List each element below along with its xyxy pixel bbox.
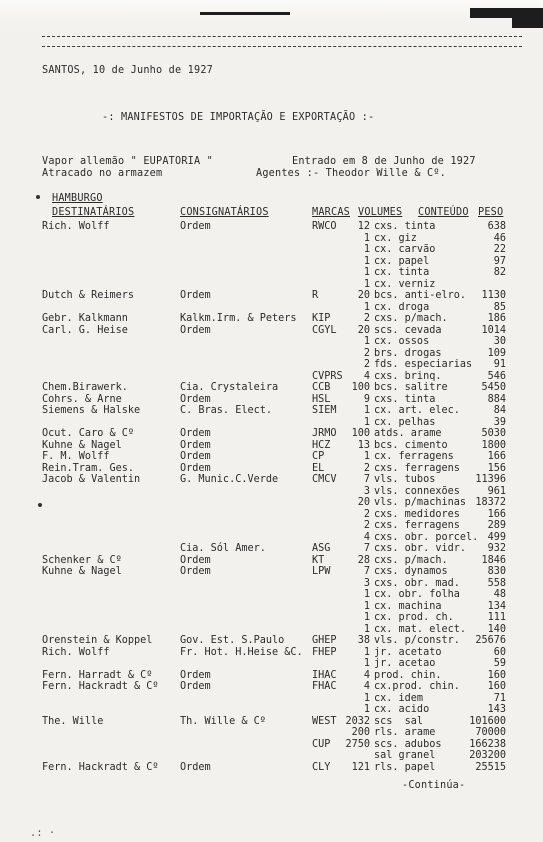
- row-vol-cell: 9: [363, 393, 370, 405]
- row-marks-cell: CCB: [312, 382, 331, 393]
- row-vol-cell: 7: [363, 474, 370, 485]
- row-vol-cell: 1: [363, 416, 370, 428]
- row-marks-cell: WEST: [312, 715, 337, 727]
- row-consigner-cell: Ordem: [180, 290, 211, 301]
- header-volumes: VOLUMES: [358, 207, 403, 218]
- row-vol-cell: 1: [363, 704, 370, 715]
- row-content-cell: cxs. obr. vidr.: [374, 543, 467, 554]
- punch-hole-mark: [36, 195, 40, 199]
- row-consignee-cell: Schenker & Cº: [42, 554, 122, 566]
- port-heading: HAMBURGO: [52, 193, 103, 204]
- row-consigner-cell: Ordem: [180, 324, 211, 336]
- row-weight-cell: 166238: [469, 738, 506, 750]
- row-content-cell: cx. tinta: [374, 267, 430, 278]
- row-vol-cell: 2: [363, 347, 370, 359]
- row-consignee-cell: Cohrs. & Arne: [42, 393, 122, 405]
- row-weight-cell: 638: [487, 221, 506, 232]
- row-marks-cell: KT: [312, 554, 325, 566]
- row-consigner-cell: Kalkm.Irm. & Peters: [180, 313, 297, 324]
- row-vol-cell: 2: [363, 359, 370, 370]
- row-weight-cell: 25676: [475, 635, 506, 646]
- ink-blot: [512, 14, 543, 28]
- row-consigner-cell: Ordem: [180, 566, 211, 577]
- row-vol-cell: 4: [363, 370, 370, 382]
- row-consignee-cell: Rich. Wolff: [42, 646, 110, 658]
- row-consignee-cell: Ocut. Caro & Cº: [42, 428, 135, 439]
- vessel-line: Vapor allemão " EUPATORIA ": [42, 156, 214, 167]
- row-weight-cell: 156: [487, 462, 506, 474]
- row-content-cell: jr. acetao: [374, 658, 436, 669]
- row-consignee-cell: F. M. Wolff: [42, 451, 110, 462]
- row-weight-cell: 84: [493, 405, 506, 416]
- row-marks-cell: GHEP: [312, 635, 337, 646]
- row-weight-cell: 111: [487, 612, 506, 623]
- row-consignee-cell: Fern. Hackradt & Cº: [42, 681, 159, 692]
- row-marks-cell: FHAC: [312, 681, 337, 692]
- row-weight-cell: 5450: [481, 382, 506, 393]
- row-vol-cell: 20: [357, 290, 370, 301]
- row-consignee-cell: The. Wille: [42, 715, 104, 727]
- row-marks-cell: CGYL: [312, 324, 337, 336]
- row-vol-cell: 1: [363, 589, 370, 600]
- row-content-cell: scs. cevada: [374, 324, 442, 336]
- row-content-cell: bcs. anti-elro.: [374, 290, 467, 301]
- row-weight-cell: 884: [487, 393, 506, 405]
- row-vol-cell: 2: [363, 520, 370, 531]
- row-content-cell: cxs. medidores: [374, 508, 460, 520]
- row-content-cell: cx. pelhas: [374, 416, 436, 428]
- row-marks-cell: CLY: [312, 761, 331, 773]
- row-weight-cell: 160: [487, 669, 506, 681]
- row-content-cell: cx. droga: [374, 301, 430, 313]
- row-weight-cell: 39: [493, 416, 506, 428]
- row-consignee-cell: Orenstein & Koppel: [42, 635, 153, 646]
- row-vol-cell: 12: [357, 221, 370, 232]
- berth-line: Atracado no armazem: [42, 168, 163, 179]
- row-vol-cell: 1: [363, 646, 370, 658]
- row-consignee-cell: Rich. Wolff: [42, 221, 110, 232]
- row-content-cell: cx. carvão: [374, 244, 436, 255]
- row-vol-cell: 1: [363, 612, 370, 623]
- row-content-cell: rls. papel: [374, 761, 436, 773]
- row-weight-cell: 1130: [481, 290, 506, 301]
- row-vol-cell: 1: [363, 692, 370, 704]
- row-weight-cell: 1014: [481, 324, 506, 336]
- document-title: -: MANIFESTOS DE IMPORTAÇÃO E EXPORTAÇÃO :-: [102, 112, 375, 123]
- row-marks-cell: CVPRS: [312, 370, 343, 382]
- row-consigner-cell: Fr. Hot. H.Heise &C.: [180, 646, 303, 658]
- row-consignee-cell: Carl. G. Heise: [42, 324, 128, 336]
- row-weight-cell: 932: [487, 543, 506, 554]
- row-vol-cell: 100: [351, 428, 370, 439]
- row-vol-cell: 1: [363, 623, 370, 635]
- row-marks-cell: EL: [312, 462, 325, 474]
- row-consigner-cell: Ordem: [180, 439, 211, 451]
- row-weight-cell: 5030: [481, 428, 506, 439]
- row-consigner-cell: Ordem: [180, 221, 211, 232]
- torn-paper-edge: [0, 0, 543, 34]
- row-content-cell: cxs. dynamos: [374, 566, 448, 577]
- row-weight-cell: 60: [493, 646, 506, 658]
- continued-footer: -Continúa-: [402, 780, 466, 791]
- row-marks-cell: RWCO: [312, 221, 337, 232]
- row-weight-cell: 22: [493, 244, 506, 255]
- row-marks-cell: HCZ: [312, 439, 331, 451]
- row-vol-cell: 121: [351, 761, 370, 773]
- row-content-cell: vls. connexões: [374, 485, 460, 497]
- row-weight-cell: 70000: [475, 727, 506, 738]
- row-consigner-cell: Gov. Est. S.Paulo: [180, 635, 285, 646]
- row-consigner-cell: Ordem: [180, 669, 211, 681]
- row-weight-cell: 25515: [475, 761, 506, 773]
- date-line: SANTOS, 10 de Junho de 1927: [42, 65, 214, 76]
- row-weight-cell: 109: [487, 347, 506, 359]
- row-marks-cell: FHEP: [312, 646, 337, 658]
- header-consignee: DESTINATÁRIOS: [52, 207, 135, 218]
- row-content-cell: sal granel: [374, 750, 436, 761]
- row-weight-cell: 30: [493, 336, 506, 347]
- row-content-cell: vls. p/machinas: [374, 497, 467, 508]
- row-content-cell: cxs. ferragens: [374, 520, 460, 531]
- row-content-cell: cxs. obr. porcel.: [374, 531, 479, 543]
- row-marks-cell: CP: [312, 451, 325, 462]
- row-vol-cell: 1: [363, 301, 370, 313]
- row-weight-cell: 143: [487, 704, 506, 715]
- row-vol-cell: 1: [363, 278, 370, 290]
- row-content-cell: cxs. ferragens: [374, 462, 460, 474]
- row-vol-cell: 200: [351, 727, 370, 738]
- ink-blot: [200, 12, 290, 15]
- row-content-cell: bcs. cimento: [374, 439, 448, 451]
- row-content-cell: cx. ferragens: [374, 451, 454, 462]
- ink-mark: [38, 503, 42, 507]
- row-content-cell: cx. ossos: [374, 336, 430, 347]
- row-vol-cell: 3: [363, 577, 370, 589]
- row-vol-cell: 4: [363, 531, 370, 543]
- row-content-cell: brs. drogas: [374, 347, 442, 359]
- row-content-cell: cxs. obr. mad.: [374, 577, 460, 589]
- row-vol-cell: 4: [363, 681, 370, 692]
- row-vol-cell: 2750: [345, 738, 370, 750]
- row-content-cell: rls. arame: [374, 727, 436, 738]
- row-weight-cell: 140: [487, 623, 506, 635]
- row-content-cell: cx. art. elec.: [374, 405, 460, 416]
- row-marks-cell: JRMO: [312, 428, 337, 439]
- row-content-cell: cx. prod. ch.: [374, 612, 454, 623]
- row-content-cell: cx. obr. folha: [374, 589, 460, 600]
- row-vol-cell: 1: [363, 658, 370, 669]
- row-weight-cell: 82: [493, 267, 506, 278]
- row-vol-cell: 2: [363, 313, 370, 324]
- dashed-rule-top: [42, 36, 522, 37]
- row-consigner-cell: Ordem: [180, 451, 211, 462]
- row-content-cell: cx. mat. elect.: [374, 623, 467, 635]
- row-vol-cell: 20: [357, 324, 370, 336]
- row-consigner-cell: G. Munic.C.Verde: [180, 474, 279, 485]
- row-vol-cell: 2: [363, 462, 370, 474]
- row-consigner-cell: Cia. Sól Amer.: [180, 543, 266, 554]
- row-consigner-cell: Ordem: [180, 393, 211, 405]
- row-weight-cell: 59: [493, 658, 506, 669]
- row-marks-cell: LPW: [312, 566, 331, 577]
- row-consigner-cell: Ordem: [180, 428, 211, 439]
- header-contents: CONTEÚDO: [418, 207, 469, 218]
- row-content-cell: jr. acetato: [374, 646, 442, 658]
- row-weight-cell: 961: [487, 485, 506, 497]
- row-vol-cell: 100: [351, 382, 370, 393]
- header-marks: MARCAS: [312, 207, 351, 218]
- row-consigner-cell: Ordem: [180, 462, 211, 474]
- row-content-cell: scs. adubos: [374, 738, 442, 750]
- row-vol-cell: 13: [357, 439, 370, 451]
- row-weight-cell: 85: [493, 301, 506, 313]
- row-marks-cell: R: [312, 290, 319, 301]
- row-marks-cell: CMCV: [312, 474, 337, 485]
- row-vol-cell: 1: [363, 244, 370, 255]
- row-consignee-cell: Fern. Hackradt & Cº: [42, 761, 159, 773]
- row-content-cell: cx. machina: [374, 600, 442, 612]
- agents-line: Agentes :- Theodor Wille & Cº.: [256, 168, 447, 179]
- row-weight-cell: 160: [487, 681, 506, 692]
- row-weight-cell: 71: [493, 692, 506, 704]
- row-weight-cell: 11396: [475, 474, 506, 485]
- row-content-cell: cx. acido: [374, 704, 430, 715]
- row-vol-cell: 4: [363, 669, 370, 681]
- row-consignee-cell: Siemens & Halske: [42, 405, 141, 416]
- row-weight-cell: 166: [487, 508, 506, 520]
- row-weight-cell: 101600: [469, 715, 506, 727]
- row-weight-cell: 134: [487, 600, 506, 612]
- row-weight-cell: 166: [487, 451, 506, 462]
- row-consignee-cell: Dutch & Reimers: [42, 290, 135, 301]
- row-consigner-cell: Cia. Crystaleira: [180, 382, 279, 393]
- row-vol-cell: 2: [363, 508, 370, 520]
- row-content-cell: cxs. brinq.: [374, 370, 442, 382]
- row-consignee-cell: Gebr. Kalkmann: [42, 313, 128, 324]
- row-consignee-cell: Chem.Birawerk.: [42, 382, 128, 393]
- row-consignee-cell: Fern. Harradt & Cº: [42, 669, 153, 681]
- row-weight-cell: 97: [493, 255, 506, 267]
- row-consignee-cell: Kuhne & Nagel: [42, 439, 122, 451]
- row-content-cell: cx. giz: [374, 232, 417, 244]
- row-vol-cell: 3: [363, 485, 370, 497]
- row-vol-cell: 7: [363, 543, 370, 554]
- header-consigner: CONSIGNATÁRIOS: [180, 207, 269, 218]
- row-vol-cell: 38: [357, 635, 370, 646]
- row-content-cell: prod. chin.: [374, 669, 442, 681]
- row-content-cell: cx.prod. chin.: [374, 681, 460, 692]
- row-marks-cell: ASG: [312, 543, 331, 554]
- row-consigner-cell: Ordem: [180, 681, 211, 692]
- row-marks-cell: IHAC: [312, 669, 337, 681]
- row-vol-cell: 1: [363, 336, 370, 347]
- row-weight-cell: 499: [487, 531, 506, 543]
- row-weight-cell: 546: [487, 370, 506, 382]
- row-consigner-cell: Ordem: [180, 554, 211, 566]
- row-weight-cell: 186: [487, 313, 506, 324]
- row-weight-cell: 91: [493, 359, 506, 370]
- row-content-cell: vls. tubos: [374, 474, 436, 485]
- row-marks-cell: SIEM: [312, 405, 337, 416]
- row-vol-cell: 1: [363, 600, 370, 612]
- row-weight-cell: 46: [493, 232, 506, 244]
- row-vol-cell: 1: [363, 255, 370, 267]
- row-consigner-cell: Ordem: [180, 761, 211, 773]
- row-weight-cell: 18372: [475, 497, 506, 508]
- row-content-cell: bcs. salitre: [374, 382, 448, 393]
- row-weight-cell: 558: [487, 577, 506, 589]
- bottom-scribble: .: ·: [30, 828, 56, 839]
- row-weight-cell: 1800: [481, 439, 506, 451]
- row-vol-cell: 1: [363, 451, 370, 462]
- entry-line: Entrado em 8 de Junho de 1927: [292, 156, 476, 167]
- dashed-rule-top-second: [42, 46, 522, 47]
- row-weight-cell: 289: [487, 520, 506, 531]
- row-vol-cell: 20: [357, 497, 370, 508]
- row-vol-cell: 2032: [345, 715, 370, 727]
- row-weight-cell: 830: [487, 566, 506, 577]
- row-content-cell: cxs. tinta: [374, 221, 436, 232]
- row-vol-cell: 7: [363, 566, 370, 577]
- row-weight-cell: 48: [493, 589, 506, 600]
- row-content-cell: cx. papel: [374, 255, 430, 267]
- row-content-cell: cxs. p/mach.: [374, 554, 448, 566]
- header-weight: PESO: [478, 207, 504, 218]
- row-weight-cell: 203200: [469, 750, 506, 761]
- row-marks-cell: KIP: [312, 313, 331, 324]
- row-content-cell: vls. p/constr.: [374, 635, 460, 646]
- row-content-cell: scs sal: [374, 715, 424, 727]
- row-marks-cell: CUP: [312, 738, 331, 750]
- row-consignee-cell: Rein.Tram. Ges.: [42, 462, 135, 474]
- row-vol-cell: 1: [363, 267, 370, 278]
- row-consignee-cell: Kuhne & Nagel: [42, 566, 122, 577]
- row-content-cell: cx. verniz: [374, 278, 436, 290]
- row-content-cell: cxs. tinta: [374, 393, 436, 405]
- row-consigner-cell: Th. Wille & Cº: [180, 715, 266, 727]
- row-vol-cell: 1: [363, 232, 370, 244]
- row-content-cell: atds. arame: [374, 428, 442, 439]
- row-consignee-cell: Jacob & Valentin: [42, 474, 141, 485]
- row-content-cell: cx. idem: [374, 692, 424, 704]
- row-vol-cell: 28: [357, 554, 370, 566]
- row-weight-cell: 1846: [481, 554, 506, 566]
- row-marks-cell: HSL: [312, 393, 331, 405]
- row-content-cell: cxs. p/mach.: [374, 313, 448, 324]
- row-consigner-cell: C. Bras. Elect.: [180, 405, 273, 416]
- row-vol-cell: 1: [363, 405, 370, 416]
- row-content-cell: fds. especiarias: [374, 359, 473, 370]
